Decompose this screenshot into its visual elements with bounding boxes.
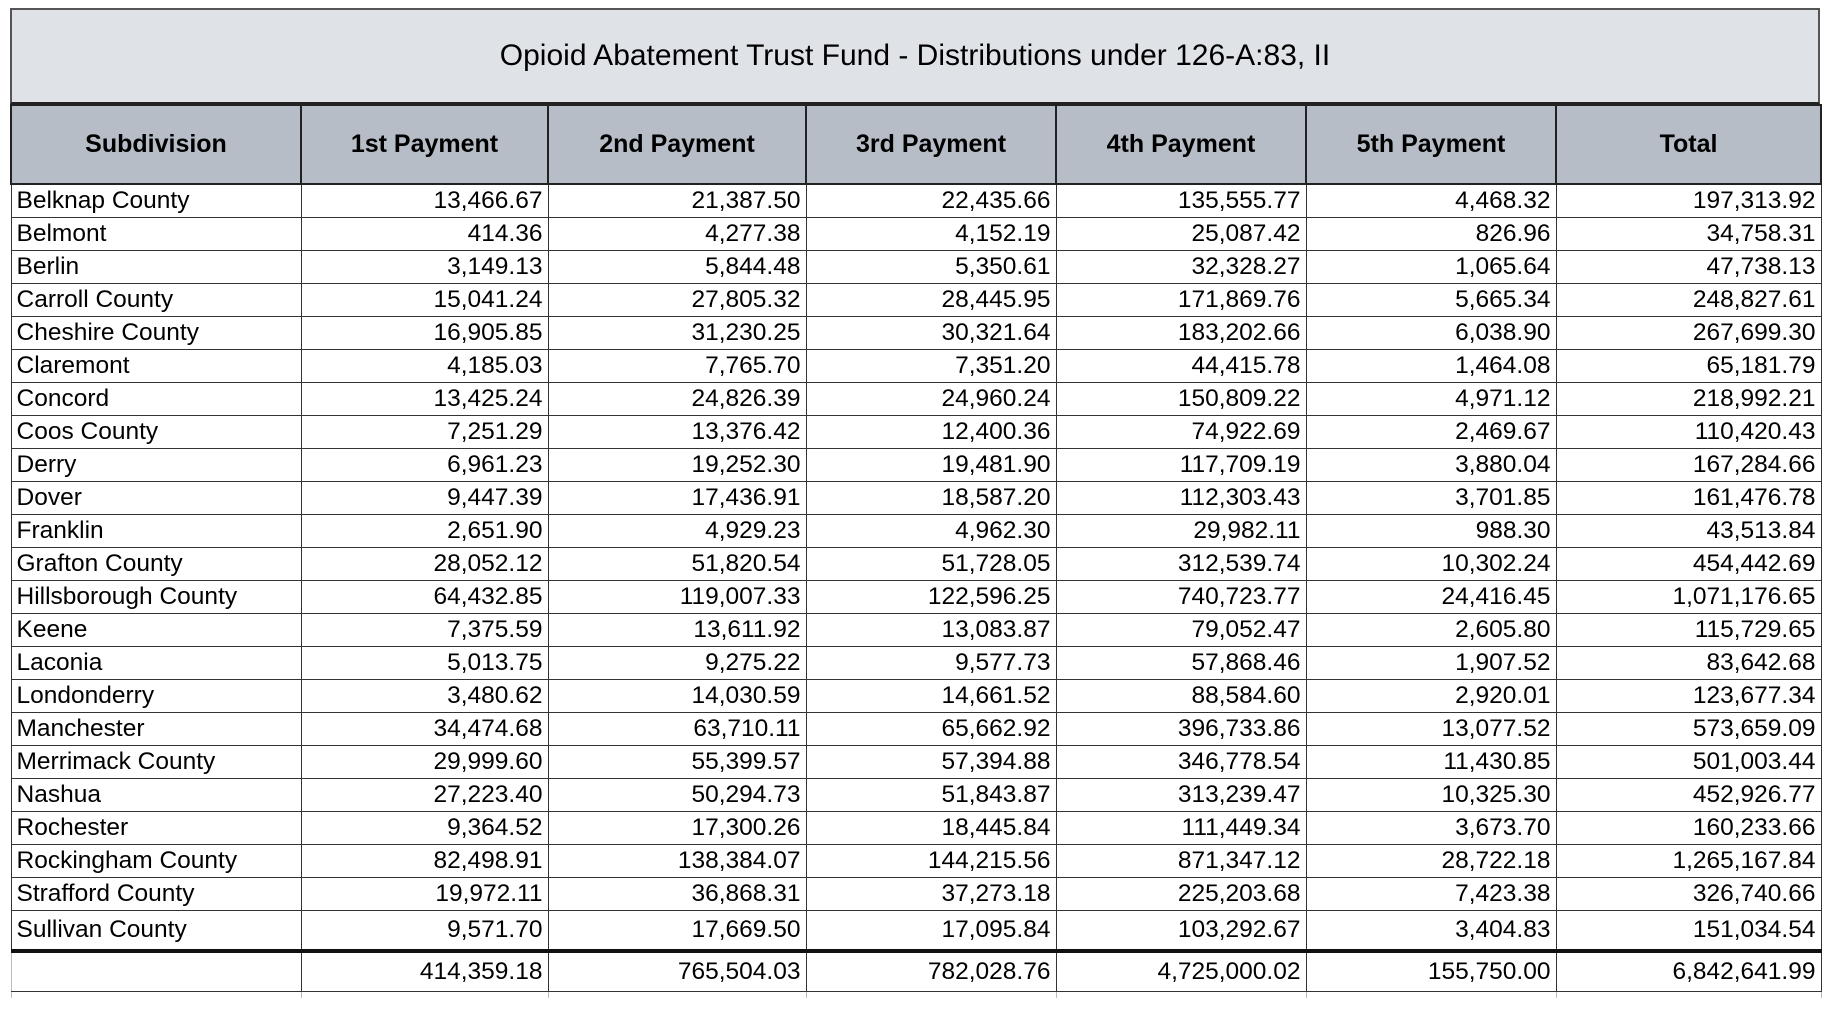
cell-5th-payment[interactable]: 4,468.32 [1306, 184, 1556, 218]
cell-subdivision[interactable]: Coos County [11, 416, 301, 449]
cell-3rd-payment[interactable]: 144,215.56 [806, 845, 1056, 878]
cell-subdivision[interactable]: Hillsborough County [11, 581, 301, 614]
cell-2nd-payment[interactable]: 9,275.22 [548, 647, 806, 680]
empty-cell[interactable] [11, 992, 301, 999]
cell-3rd-payment[interactable]: 51,843.87 [806, 779, 1056, 812]
cell-2nd-payment[interactable]: 36,868.31 [548, 878, 806, 911]
cell-1st-payment[interactable]: 29,999.60 [301, 746, 548, 779]
cell-5th-payment[interactable]: 3,673.70 [1306, 812, 1556, 845]
header-total: Total [1556, 105, 1821, 184]
cell-total[interactable]: 218,992.21 [1556, 383, 1821, 416]
empty-cell[interactable] [1306, 992, 1556, 999]
cell-5th-payment[interactable]: 3,404.83 [1306, 911, 1556, 952]
cell-5th-payment[interactable]: 5,665.34 [1306, 284, 1556, 317]
cell-4th-payment[interactable]: 32,328.27 [1056, 251, 1306, 284]
cell-1st-payment[interactable]: 7,375.59 [301, 614, 548, 647]
cell-total[interactable]: 197,313.92 [1556, 184, 1821, 218]
cell-5th-payment[interactable]: 988.30 [1306, 515, 1556, 548]
cell-subdivision[interactable]: Rockingham County [11, 845, 301, 878]
cell-1st-payment[interactable]: 9,571.70 [301, 911, 548, 952]
cell-5th-payment[interactable]: 7,423.38 [1306, 878, 1556, 911]
cell-1st-payment[interactable]: 9,364.52 [301, 812, 548, 845]
table-row [11, 317, 1821, 350]
cell-5th-payment[interactable]: 3,880.04 [1306, 449, 1556, 482]
cell-total[interactable]: 123,677.34 [1556, 680, 1821, 713]
cell-4th-payment[interactable]: 29,982.11 [1056, 515, 1306, 548]
table-row [11, 713, 1821, 746]
cell-3rd-payment[interactable]: 14,661.52 [806, 680, 1056, 713]
cell-3rd-payment[interactable]: 4,152.19 [806, 218, 1056, 251]
totals-row [11, 951, 1821, 992]
cell-4th-payment[interactable]: 25,087.42 [1056, 218, 1306, 251]
cell-5th-payment[interactable]: 1,907.52 [1306, 647, 1556, 680]
cell-5th-payment[interactable]: 13,077.52 [1306, 713, 1556, 746]
total-2nd-payment[interactable]: 765,504.03 [548, 951, 806, 992]
cell-total[interactable]: 326,740.66 [1556, 878, 1821, 911]
cell-subdivision[interactable]: Londonderry [11, 680, 301, 713]
cell-total[interactable]: 167,284.66 [1556, 449, 1821, 482]
cell-subdivision[interactable]: Carroll County [11, 284, 301, 317]
cell-4th-payment[interactable]: 183,202.66 [1056, 317, 1306, 350]
cell-subdivision[interactable]: Grafton County [11, 548, 301, 581]
cell-subdivision[interactable]: Manchester [11, 713, 301, 746]
cell-1st-payment[interactable]: 34,474.68 [301, 713, 548, 746]
cell-2nd-payment[interactable]: 14,030.59 [548, 680, 806, 713]
table-row [11, 383, 1821, 416]
cell-4th-payment[interactable]: 88,584.60 [1056, 680, 1306, 713]
cell-3rd-payment[interactable]: 18,587.20 [806, 482, 1056, 515]
cell-total[interactable]: 454,442.69 [1556, 548, 1821, 581]
cell-subdivision[interactable]: Cheshire County [11, 317, 301, 350]
cell-2nd-payment[interactable]: 5,844.48 [548, 251, 806, 284]
cell-1st-payment[interactable]: 27,223.40 [301, 779, 548, 812]
cell-3rd-payment[interactable]: 12,400.36 [806, 416, 1056, 449]
cell-4th-payment[interactable]: 171,869.76 [1056, 284, 1306, 317]
cell-3rd-payment[interactable]: 122,596.25 [806, 581, 1056, 614]
table-row [11, 581, 1821, 614]
table-row [11, 779, 1821, 812]
cell-4th-payment[interactable]: 112,303.43 [1056, 482, 1306, 515]
cell-4th-payment[interactable]: 111,449.34 [1056, 812, 1306, 845]
table-row [11, 251, 1821, 284]
cell-1st-payment[interactable]: 7,251.29 [301, 416, 548, 449]
cell-2nd-payment[interactable]: 31,230.25 [548, 317, 806, 350]
cell-1st-payment[interactable]: 82,498.91 [301, 845, 548, 878]
header-5th-payment: 5th Payment [1306, 105, 1556, 184]
cell-subdivision[interactable]: Concord [11, 383, 301, 416]
cell-total[interactable]: 248,827.61 [1556, 284, 1821, 317]
cell-5th-payment[interactable]: 10,302.24 [1306, 548, 1556, 581]
cell-4th-payment[interactable]: 57,868.46 [1056, 647, 1306, 680]
cell-1st-payment[interactable]: 3,480.62 [301, 680, 548, 713]
table-row [11, 845, 1821, 878]
cell-subdivision[interactable]: Claremont [11, 350, 301, 383]
empty-cell[interactable] [548, 992, 806, 999]
cell-2nd-payment[interactable]: 4,277.38 [548, 218, 806, 251]
cell-5th-payment[interactable]: 3,701.85 [1306, 482, 1556, 515]
cell-1st-payment[interactable]: 4,185.03 [301, 350, 548, 383]
cell-4th-payment[interactable]: 313,239.47 [1056, 779, 1306, 812]
cell-3rd-payment[interactable]: 28,445.95 [806, 284, 1056, 317]
cell-5th-payment[interactable]: 11,430.85 [1306, 746, 1556, 779]
cell-1st-payment[interactable]: 19,972.11 [301, 878, 548, 911]
table-row [11, 449, 1821, 482]
cell-1st-payment[interactable]: 5,013.75 [301, 647, 548, 680]
cell-3rd-payment[interactable]: 37,273.18 [806, 878, 1056, 911]
cell-subdivision[interactable]: Franklin [11, 515, 301, 548]
cell-total[interactable]: 160,233.66 [1556, 812, 1821, 845]
empty-row [11, 992, 1821, 999]
cell-total[interactable]: 452,926.77 [1556, 779, 1821, 812]
table-row [11, 184, 1821, 218]
cell-5th-payment[interactable]: 10,325.30 [1306, 779, 1556, 812]
cell-subdivision[interactable]: Berlin [11, 251, 301, 284]
cell-2nd-payment[interactable]: 19,252.30 [548, 449, 806, 482]
cell-2nd-payment[interactable]: 21,387.50 [548, 184, 806, 218]
cell-5th-payment[interactable]: 1,464.08 [1306, 350, 1556, 383]
cell-2nd-payment[interactable]: 24,826.39 [548, 383, 806, 416]
cell-4th-payment[interactable]: 225,203.68 [1056, 878, 1306, 911]
cell-3rd-payment[interactable]: 5,350.61 [806, 251, 1056, 284]
cell-3rd-payment[interactable]: 17,095.84 [806, 911, 1056, 952]
cell-5th-payment[interactable]: 28,722.18 [1306, 845, 1556, 878]
table-row [11, 218, 1821, 251]
cell-1st-payment[interactable]: 9,447.39 [301, 482, 548, 515]
table-row [11, 878, 1821, 911]
cell-2nd-payment[interactable]: 27,805.32 [548, 284, 806, 317]
cell-total[interactable]: 501,003.44 [1556, 746, 1821, 779]
cell-subdivision[interactable]: Laconia [11, 647, 301, 680]
cell-4th-payment[interactable]: 312,539.74 [1056, 548, 1306, 581]
cell-5th-payment[interactable]: 24,416.45 [1306, 581, 1556, 614]
cell-3rd-payment[interactable]: 7,351.20 [806, 350, 1056, 383]
cell-total[interactable]: 161,476.78 [1556, 482, 1821, 515]
cell-1st-payment[interactable]: 64,432.85 [301, 581, 548, 614]
table-row [11, 548, 1821, 581]
table-row [11, 812, 1821, 845]
table-row [11, 746, 1821, 779]
cell-total[interactable]: 1,265,167.84 [1556, 845, 1821, 878]
table-row [11, 614, 1821, 647]
cell-2nd-payment[interactable]: 63,710.11 [548, 713, 806, 746]
cell-5th-payment[interactable]: 4,971.12 [1306, 383, 1556, 416]
cell-total[interactable]: 34,758.31 [1556, 218, 1821, 251]
cell-subdivision[interactable]: Sullivan County [11, 911, 301, 952]
total-1st-payment[interactable]: 414,359.18 [301, 951, 548, 992]
empty-cell[interactable] [1556, 992, 1821, 999]
cell-4th-payment[interactable]: 871,347.12 [1056, 845, 1306, 878]
distributions-table [10, 104, 1822, 998]
total-subdivision[interactable] [11, 951, 301, 992]
cell-total[interactable]: 267,699.30 [1556, 317, 1821, 350]
cell-3rd-payment[interactable]: 19,481.90 [806, 449, 1056, 482]
cell-5th-payment[interactable]: 1,065.64 [1306, 251, 1556, 284]
cell-2nd-payment[interactable]: 50,294.73 [548, 779, 806, 812]
cell-total[interactable]: 43,513.84 [1556, 515, 1821, 548]
cell-4th-payment[interactable]: 346,778.54 [1056, 746, 1306, 779]
cell-total[interactable]: 573,659.09 [1556, 713, 1821, 746]
cell-3rd-payment[interactable]: 9,577.73 [806, 647, 1056, 680]
total-5th-payment[interactable]: 155,750.00 [1306, 951, 1556, 992]
cell-1st-payment[interactable]: 16,905.85 [301, 317, 548, 350]
cell-5th-payment[interactable]: 2,469.67 [1306, 416, 1556, 449]
cell-4th-payment[interactable]: 103,292.67 [1056, 911, 1306, 952]
cell-2nd-payment[interactable]: 119,007.33 [548, 581, 806, 614]
cell-2nd-payment[interactable]: 17,669.50 [548, 911, 806, 952]
table-row [11, 350, 1821, 383]
cell-1st-payment[interactable]: 15,041.24 [301, 284, 548, 317]
total-total[interactable]: 6,842,641.99 [1556, 951, 1821, 992]
cell-subdivision[interactable]: Belknap County [11, 184, 301, 218]
cell-5th-payment[interactable]: 6,038.90 [1306, 317, 1556, 350]
cell-5th-payment[interactable]: 2,920.01 [1306, 680, 1556, 713]
cell-2nd-payment[interactable]: 51,820.54 [548, 548, 806, 581]
cell-subdivision[interactable]: Strafford County [11, 878, 301, 911]
table-row [11, 515, 1821, 548]
cell-4th-payment[interactable]: 79,052.47 [1056, 614, 1306, 647]
cell-3rd-payment[interactable]: 4,962.30 [806, 515, 1056, 548]
cell-subdivision[interactable]: Dover [11, 482, 301, 515]
cell-total[interactable]: 47,738.13 [1556, 251, 1821, 284]
cell-4th-payment[interactable]: 44,415.78 [1056, 350, 1306, 383]
header-row [11, 105, 1821, 184]
cell-2nd-payment[interactable]: 13,376.42 [548, 416, 806, 449]
cell-total[interactable]: 1,071,176.65 [1556, 581, 1821, 614]
header-1st-payment: 1st Payment [301, 105, 548, 184]
cell-4th-payment[interactable]: 740,723.77 [1056, 581, 1306, 614]
cell-2nd-payment[interactable]: 7,765.70 [548, 350, 806, 383]
table-row [11, 284, 1821, 317]
cell-total[interactable]: 65,181.79 [1556, 350, 1821, 383]
cell-4th-payment[interactable]: 396,733.86 [1056, 713, 1306, 746]
cell-subdivision[interactable]: Rochester [11, 812, 301, 845]
header-2nd-payment: 2nd Payment [548, 105, 806, 184]
cell-2nd-payment[interactable]: 17,300.26 [548, 812, 806, 845]
table-row [11, 647, 1821, 680]
header-3rd-payment: 3rd Payment [806, 105, 1056, 184]
cell-subdivision[interactable]: Keene [11, 614, 301, 647]
cell-subdivision[interactable]: Nashua [11, 779, 301, 812]
table-row [11, 911, 1821, 952]
cell-total[interactable]: 151,034.54 [1556, 911, 1821, 952]
empty-cell[interactable] [806, 992, 1056, 999]
cell-4th-payment[interactable]: 74,922.69 [1056, 416, 1306, 449]
cell-2nd-payment[interactable]: 13,611.92 [548, 614, 806, 647]
cell-3rd-payment[interactable]: 24,960.24 [806, 383, 1056, 416]
total-3rd-payment[interactable]: 782,028.76 [806, 951, 1056, 992]
cell-4th-payment[interactable]: 135,555.77 [1056, 184, 1306, 218]
cell-2nd-payment[interactable]: 4,929.23 [548, 515, 806, 548]
cell-3rd-payment[interactable]: 57,394.88 [806, 746, 1056, 779]
table-title: Opioid Abatement Trust Fund - Distributions under 126-A:83, II [10, 8, 1820, 104]
cell-2nd-payment[interactable]: 17,436.91 [548, 482, 806, 515]
cell-total[interactable]: 110,420.43 [1556, 416, 1821, 449]
cell-subdivision[interactable]: Derry [11, 449, 301, 482]
cell-1st-payment[interactable]: 13,425.24 [301, 383, 548, 416]
cell-1st-payment[interactable]: 28,052.12 [301, 548, 548, 581]
cell-2nd-payment[interactable]: 55,399.57 [548, 746, 806, 779]
table-row [11, 482, 1821, 515]
cell-3rd-payment[interactable]: 22,435.66 [806, 184, 1056, 218]
cell-1st-payment[interactable]: 13,466.67 [301, 184, 548, 218]
cell-1st-payment[interactable]: 6,961.23 [301, 449, 548, 482]
cell-2nd-payment[interactable]: 138,384.07 [548, 845, 806, 878]
cell-5th-payment[interactable]: 2,605.80 [1306, 614, 1556, 647]
total-4th-payment[interactable]: 4,725,000.02 [1056, 951, 1306, 992]
cell-3rd-payment[interactable]: 18,445.84 [806, 812, 1056, 845]
cell-3rd-payment[interactable]: 30,321.64 [806, 317, 1056, 350]
cell-subdivision[interactable]: Belmont [11, 218, 301, 251]
cell-4th-payment[interactable]: 150,809.22 [1056, 383, 1306, 416]
cell-1st-payment[interactable]: 3,149.13 [301, 251, 548, 284]
cell-1st-payment[interactable]: 414.36 [301, 218, 548, 251]
cell-5th-payment[interactable]: 826.96 [1306, 218, 1556, 251]
table-row [11, 680, 1821, 713]
cell-3rd-payment[interactable]: 51,728.05 [806, 548, 1056, 581]
header-4th-payment: 4th Payment [1056, 105, 1306, 184]
empty-cell[interactable] [1056, 992, 1306, 999]
cell-3rd-payment[interactable]: 65,662.92 [806, 713, 1056, 746]
cell-total[interactable]: 83,642.68 [1556, 647, 1821, 680]
cell-4th-payment[interactable]: 117,709.19 [1056, 449, 1306, 482]
cell-1st-payment[interactable]: 2,651.90 [301, 515, 548, 548]
empty-cell[interactable] [301, 992, 548, 999]
header-subdivision: Subdivision [11, 105, 301, 184]
table-row [11, 416, 1821, 449]
spreadsheet [10, 8, 1820, 998]
cell-total[interactable]: 115,729.65 [1556, 614, 1821, 647]
cell-subdivision[interactable]: Merrimack County [11, 746, 301, 779]
cell-3rd-payment[interactable]: 13,083.87 [806, 614, 1056, 647]
